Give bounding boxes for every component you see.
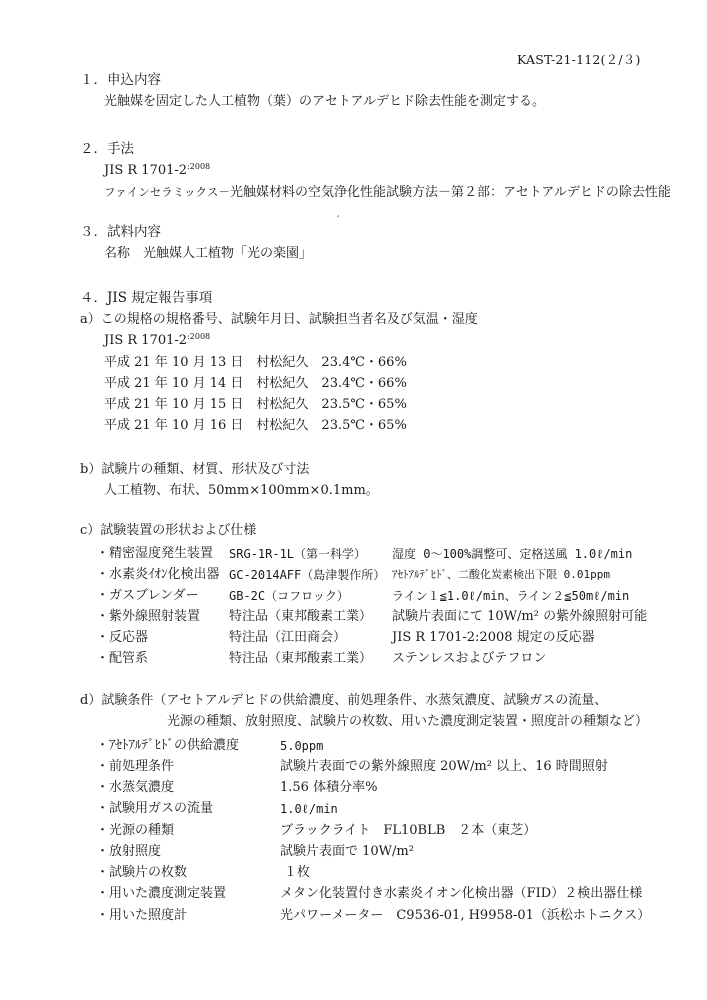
apparatus-model: SRG-1R-1L（第一科学） bbox=[229, 547, 367, 561]
condition-value: 試験片表面での紫外線照度 20W/m² 以上、16 時間照射 bbox=[280, 759, 608, 774]
apparatus-model: GC-2014AFF（島津製作所） bbox=[229, 568, 386, 582]
condition-name: ・試験用ガスの流量 bbox=[96, 801, 214, 816]
apparatus-spec: ｱｾﾄｱﾙﾃﾞﾋﾄﾞ、二酸化炭素検出下限 0.01ppm bbox=[392, 568, 610, 581]
description-prefix: ファインセラミックス－ bbox=[104, 185, 230, 199]
description-body: 光触媒材料の空気浄化性能試験方法－第２部：アセトアルデヒドの除去性能 bbox=[229, 185, 671, 200]
apparatus-model: 特注品（東邦酸素工業） bbox=[229, 651, 373, 666]
condition-name: ・用いた照度計 bbox=[96, 908, 188, 923]
apparatus-spec: ステンレスおよびテフロン bbox=[392, 651, 547, 666]
section-2-description bbox=[104, 184, 671, 201]
condition-name: ・光源の種類 bbox=[96, 823, 175, 838]
test-record-row: 平成 21 年 10 月 15 日 村松紀久 23.5℃・65% bbox=[104, 397, 407, 412]
standard-year: :2008 bbox=[187, 162, 211, 171]
condition-name: ・水蒸気濃度 bbox=[96, 780, 175, 795]
condition-name: ・用いた濃度測定装置 bbox=[96, 886, 227, 901]
standard-number: JIS R 1701-2 bbox=[104, 163, 188, 178]
item-a-label: a）この規格の規格番号、試験年月日、試験担当者名及び気温・湿度 bbox=[80, 312, 478, 327]
standard-number: JIS R 1701-2 bbox=[104, 333, 188, 348]
test-record-row: 平成 21 年 10 月 13 日 村松紀久 23.4℃・66% bbox=[104, 355, 407, 370]
item-b-label: b）試験片の種類、材質、形状及び寸法 bbox=[80, 462, 310, 477]
standard-year: :2008 bbox=[187, 332, 211, 341]
section-2-standard bbox=[104, 163, 210, 179]
condition-name: ・ｱｾﾄｱﾙﾃﾞﾋﾄﾞの供給濃度 bbox=[96, 738, 240, 753]
section-1-text: 光触媒を固定した人工植物（葉）のアセトアルデヒド除去性能を測定する。 bbox=[104, 94, 545, 109]
apparatus-model: 特注品（江田商会） bbox=[229, 630, 347, 645]
apparatus-spec: 湿度 0～100%調整可、定格送風 1.0ℓ/min bbox=[392, 547, 633, 561]
sample-name: 名称 光触媒人工植物「光の楽園」 bbox=[104, 246, 313, 261]
item-d-label-continued: 光源の種類、放射照度、試験片の枚数、用いた濃度測定装置・照度計の種類など） bbox=[167, 714, 649, 729]
section-4-title: ４．JIS 規定報告事項 bbox=[80, 290, 213, 306]
apparatus-name: ・配管系 bbox=[96, 651, 149, 666]
apparatus-spec: JIS R 1701-2:2008 規定の反応器 bbox=[392, 630, 595, 645]
apparatus-spec: 試験片表面にて 10W/m² の紫外線照射可能 bbox=[392, 609, 648, 624]
item-d-label: d）試験条件（アセトアルデヒドの供給濃度、前処理条件、水蒸気濃度、試験ガスの流量、 bbox=[80, 693, 608, 708]
item-a-standard bbox=[104, 333, 210, 349]
condition-name: ・試験片の枚数 bbox=[96, 865, 188, 880]
item-c-label: c）試験装置の形状および仕様 bbox=[80, 523, 257, 538]
apparatus-spec: ライン１≦1.0ℓ/min、ライン２≦50mℓ/min bbox=[392, 589, 630, 603]
document-id: KAST-21-112(２/３) bbox=[517, 52, 641, 67]
section-3-title: ３．試料内容 bbox=[80, 224, 161, 240]
condition-value: メタン化装置付き水素炎イオン化検出器（FID）２検出器仕様 bbox=[280, 886, 643, 901]
apparatus-name: ・紫外線照射装置 bbox=[96, 609, 201, 624]
condition-value: １枚 bbox=[284, 865, 311, 880]
apparatus-model: GB-2C（コフロック） bbox=[229, 589, 349, 603]
apparatus-name: ・水素炎ｲｵﾝ化検出器 bbox=[96, 567, 220, 582]
section-1-title: １．申込内容 bbox=[80, 72, 161, 88]
condition-value: 試験片表面で 10W/m² bbox=[280, 844, 414, 859]
item-b-text: 人工植物、布状、50mm×100mm×0.1mm。 bbox=[104, 483, 379, 498]
condition-name: ・放射照度 bbox=[96, 844, 162, 859]
condition-value: 1.0ℓ/min bbox=[280, 802, 338, 816]
section-2-title: ２．手法 bbox=[80, 141, 134, 157]
stray-mark: ′ bbox=[337, 215, 340, 226]
condition-name: ・前処理条件 bbox=[96, 759, 175, 774]
test-record-row: 平成 21 年 10 月 16 日 村松紀久 23.5℃・65% bbox=[104, 418, 407, 433]
apparatus-name: ・精密湿度発生装置 bbox=[96, 546, 214, 561]
condition-value: 5.0ppm bbox=[280, 739, 324, 753]
apparatus-name: ・反応器 bbox=[96, 630, 149, 645]
apparatus-name: ・ガスブレンダー bbox=[96, 588, 199, 603]
test-record-row: 平成 21 年 10 月 14 日 村松紀久 23.4℃・66% bbox=[104, 376, 407, 391]
condition-value: 1.56 体積分率% bbox=[280, 780, 378, 795]
condition-value: ブラックライト FL10BLB ２本（東芝） bbox=[280, 823, 537, 838]
condition-value: 光パワーメーター C9536-01, H9958-01（浜松ホトニクス） bbox=[280, 908, 651, 923]
apparatus-model: 特注品（東邦酸素工業） bbox=[229, 609, 373, 624]
